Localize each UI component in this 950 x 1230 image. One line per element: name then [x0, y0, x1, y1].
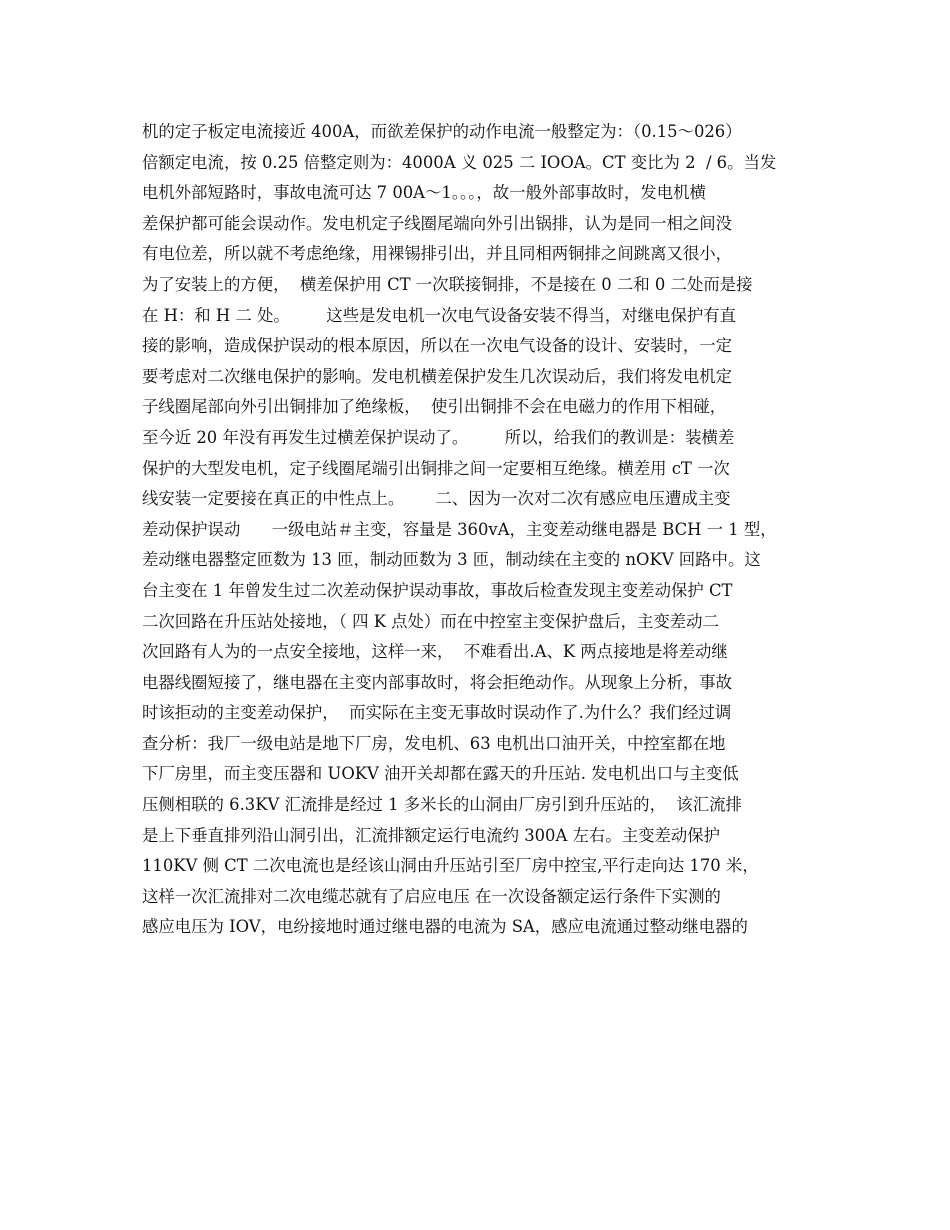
- text-line: 次回路有人为的一点安全接地，这样一来， 不难看出.A、K 两点接地是将差动继: [142, 642, 728, 662]
- text-line: 查分析：我厂一级电站是地下厂房，发电机、63 电机出口油开关，中控室都在地: [142, 733, 726, 753]
- text-line: 电机外部短路时，事故电流可达 7 00A～1。。。，故一般外部事故时，发电机横: [142, 183, 706, 203]
- text-line: 差保护都可能会误动作。发电机定子线圈尾端向外引出锅排，认为是同一相之间没: [142, 213, 733, 233]
- text-line: 子线圈尾部向外引出铜排加了绝缘板， 使引出铜排不会在电磁力的作用下相碰，: [142, 397, 727, 417]
- text-line: 有电位差，所以就不考虑绝缘，用裸锡排引出，并且同相两铜排之间跳离又很小，: [142, 244, 733, 264]
- text-line: 时该拒动的主变差动保护， 而实际在主变无事故时误动作了.为什么？我们经过调: [142, 703, 732, 723]
- text-line: 110KV 侧 CT 二次电流也是经该山洞由升压站引至厂房中控宝,平行走向达 170 米，: [142, 856, 759, 876]
- text-line: 为了安装上的方便， 横差保护用 CT 一次联接铜排，不是接在 0 二和 0 二处而是接: [142, 274, 753, 294]
- text-line: 这样一次汇流排对二次电缆芯就有了启应电压 在一次设备额定运行条件下实测的: [142, 886, 721, 906]
- text-line: 压侧相联的 6.3KV 汇流排是经过 1 多米长的山洞由厂房引到升压站的， 该汇流排: [142, 795, 742, 815]
- text-line: 是上下垂直排列沿山洞引出，汇流排额定运行电流约 300A 左右。主变差动保护: [142, 825, 721, 845]
- text-line: 在 H：和 H 二 处。 这些是发电机一次电气设备安装不得当，对继电保护有直: [142, 305, 737, 325]
- text-line: 线安装一定要接在真正的中性点上。 二、因为一次对二次有感应电压遭成主变: [142, 489, 731, 509]
- text-line: 二次回路在升压站处接地，（ 四 K 点处）而在中控室主变保护盘后，主变差动二: [142, 611, 719, 631]
- text-line: 至今近 20 年没有再发生过横差保护误动了。 所以，给我们的教训是：装横差: [142, 427, 735, 447]
- text-line: 差动继电器整定匝数为 13 匝，制动匝数为 3 匝，制动续在主变的 nOKV 回路中。这: [142, 550, 761, 570]
- text-line: 台主变在 1 年曾发生过二次差动保护误动事故，事故后检查发现主变差动保护 CT: [142, 580, 733, 600]
- body-text: [142, 117, 822, 943]
- text-line: 接的影响，造成保护误动的根本原因，所以在一次电气设备的设计、安装时，一定: [142, 336, 733, 356]
- text-line: 保护的大型发电机，定子线圈尾端引出铜排之间一定要相互绝缘。横差用 cT 一次: [142, 458, 730, 478]
- text-line: 感应电压为 IOV，电纷接地时通过继电器的电流为 SA，感应电流通过整动继电器的: [142, 917, 748, 937]
- text-line: 电器线圈短接了，继电器在主变内部事故时，将会拒绝动作。从现象上分析，事故: [142, 672, 733, 692]
- text-line: 倍额定电流，按 0.25 倍整定则为：4000A 义 025 二 IOOA。CT 变比为 2 / 6。当发: [142, 152, 777, 172]
- text-line: 下厂房里，而主变压器和 UOKV 油开关却都在露天的升压站. 发电机出口与主变低: [142, 764, 739, 784]
- text-line: 差动保护误动 一级电站＃主变，容量是 360vA，主变差动继电器是 BCH 一 1 型，: [142, 519, 777, 539]
- text-line: 机的定子板定电流接近 400A，而欲差保护的动作电流一般整定为：（0.15～026）: [142, 122, 742, 141]
- text-line: 要考虑对二次继电保护的影响。发电机横差保护发生几次误动后，我们将发电机定: [142, 366, 733, 386]
